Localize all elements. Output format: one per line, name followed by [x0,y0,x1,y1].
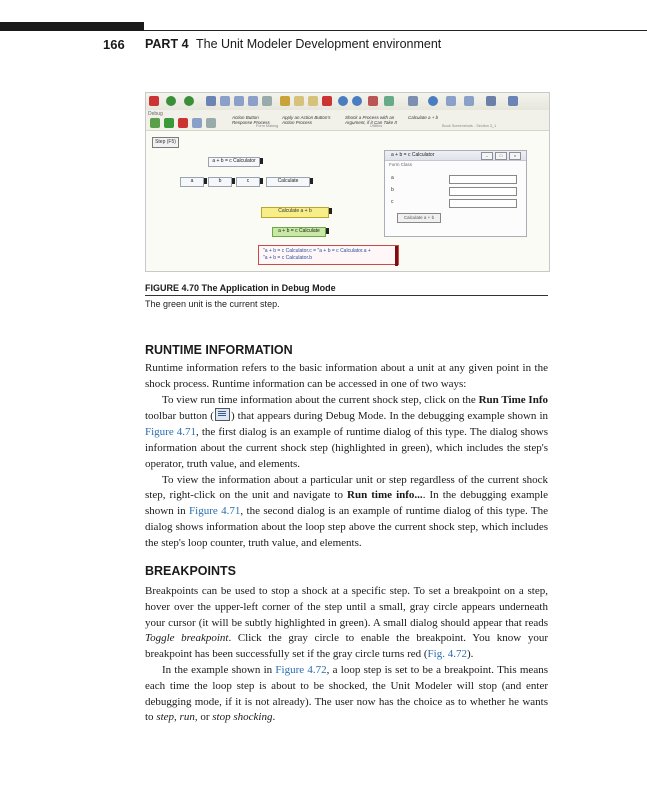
section-heading-runtime: RUNTIME INFORMATION [145,343,293,357]
field-c-input[interactable] [449,199,517,208]
calculate-node[interactable]: Calculate [266,177,310,187]
minimize-icon[interactable]: – [481,152,493,160]
callout-line-1: "a + b = c Calculator.c = "a + b = c Calculator.a + [263,248,371,254]
figure-screenshot [145,92,550,272]
undo-icon[interactable] [338,96,348,106]
header-black-bar [0,22,144,31]
breakpoints-body [145,584,548,726]
paragraph: To view run time information about the current shock step, click on the Run Time Info toolbar button ( ) that appears during Debug Mode. In the debugging example shown in Figure 4.71, the first dialog is an example of runtime dialog of this type. The dialog shows information about the current shock step (highlighted in green), which includes the step's operator, truth value, and elements. [145,393,548,470]
paragraph: Runtime information refers to the basic information about a unit at any given point in the shock process. Runtime information can be accessed in one of two ways: [145,362,548,390]
hierarchy-icon[interactable] [408,96,418,106]
step-button[interactable]: Step (F5) [152,137,179,148]
field-b-input[interactable] [449,187,517,196]
redo-icon[interactable] [352,96,362,106]
dialog-form-tabs[interactable]: Form Class [389,162,413,167]
caption-utilities: Utilities [370,124,383,128]
figure-link[interactable]: Figure 4.71 [145,426,197,439]
header-rule [144,30,647,31]
table-icon[interactable] [234,96,244,106]
paragraph: In the example shown in Figure 4.72, a loop step is set to be a breakpoint. This means each time the loop step is about to be shocked, the Unit Modeler will stop (and enter debugging mode, if it is not already). The user now has the choice as to whether he wants to step, run, or stop shocking. [145,663,548,724]
crumb-1[interactable]: Action Button Response Process [232,115,270,125]
step-icon[interactable] [150,118,160,128]
paragraph: Breakpoints can be used to stop a shock at a specific step. To set a breakpoint on a step, hover over the upper-left corner of the step until a small, gray circle appears underneath your cursor (it will be subtly highlighted in green). A small dialog should appear that reads Toggle breakpoint. Click the gray circle to enable the breakpoint. You know your breakpoint has been successfully set if the gray circle turns red (Fig. 4.72). [145,585,548,661]
field-a-input[interactable] [449,175,517,184]
debug-mode-label: Debug [148,111,163,117]
maximize-icon[interactable]: □ [495,152,507,160]
node-handle[interactable] [329,208,332,214]
zoom-icon[interactable] [206,118,216,128]
forward-icon[interactable] [184,96,194,106]
new-icon[interactable] [206,96,216,106]
figure-link[interactable]: Figure 4.71 [189,505,241,518]
input-a-node[interactable]: a [180,177,204,187]
run-info-icon[interactable] [384,96,394,106]
current-step-node[interactable]: a + b = c Calculate [272,227,326,237]
caption-form-making: Form Making [256,124,279,128]
copy-icon[interactable] [294,96,304,106]
loop-step-node[interactable]: Calculate a + b [261,207,329,218]
list-icon[interactable] [464,96,474,106]
dialog-titlebar [385,151,526,161]
node-handle[interactable] [310,178,313,184]
part-label: PART 4 [145,37,189,51]
stop-debug-icon[interactable] [178,118,188,128]
node-handle[interactable] [232,178,235,184]
window-icon[interactable] [262,96,272,106]
node-handle[interactable] [260,158,263,164]
figure-link[interactable]: Fig. 4.72 [427,648,467,661]
users-icon[interactable] [486,96,496,106]
node-handle[interactable] [260,178,263,184]
run-time-info-icon[interactable] [192,118,202,128]
node-handle[interactable] [326,228,329,234]
caption-rule [145,295,548,296]
input-c-node[interactable]: c [236,177,260,187]
running-header [0,37,647,53]
settings-icon[interactable] [508,96,518,106]
close-icon[interactable]: × [509,152,521,160]
paste-icon[interactable] [308,96,318,106]
caption-book-screenshots: Book Screenshots - Section 3_1 [442,124,497,128]
cut-icon[interactable] [280,96,290,106]
delete-icon[interactable] [322,96,332,106]
field-a-label: a [391,175,394,181]
calculator-node[interactable]: a + b = c Calculator [208,157,260,167]
runtime-body [145,361,548,552]
back-icon[interactable] [166,96,176,106]
figure-link[interactable]: Figure 4.72 [275,663,327,676]
debug-bug-icon[interactable] [149,96,159,106]
field-c-label: c [391,199,394,205]
section-heading-breakpoints: BREAKPOINTS [145,564,236,578]
app-toolbar [146,93,549,111]
breadcrumb-toolbar [146,110,549,131]
search-icon[interactable] [428,96,438,106]
figure-caption-text: The green unit is the current step. [145,299,280,309]
crumb-3[interactable]: Shock a Process with an Argument, if it Can Take It [345,115,397,125]
callout-accent [395,246,398,266]
layout-icon[interactable] [248,96,258,106]
part-title: The Unit Modeler Development environment [196,37,442,51]
dialog-title: a + b = c Calculator [391,152,435,158]
stop-icon[interactable] [368,96,378,106]
calculator-dialog [384,150,527,237]
crumb-4[interactable]: Calculate a + b [408,115,439,120]
paragraph: To view the information about a particular unit or step regardless of the current shock step, right-click on the unit and navigate to Run time info.... In the debugging example shown in Figure 4.71, the second dialog is an example of runtime dialog of this type. The dialog shows information about the loop step above the current shock step, which includes the step's loop counter, truth value, and elements. [145,473,548,549]
page-number: 166 [103,37,125,52]
input-b-node[interactable]: b [208,177,232,187]
field-b-label: b [391,187,394,193]
callout-line-2: "a + b = c Calculator.b [263,255,313,261]
node-handle[interactable] [204,178,207,184]
play-icon[interactable] [164,118,174,128]
figure-caption-title: FIGURE 4.70 The Application in Debug Mode [145,283,336,293]
layers-icon[interactable] [446,96,456,106]
crumb-2[interactable]: Apply an Action Button's Action Process [282,115,331,125]
run-time-info-icon [215,408,230,421]
dialog-calculate-button[interactable]: Calculate a + b [397,213,441,223]
grid-icon[interactable] [220,96,230,106]
runtime-callout [258,245,399,265]
